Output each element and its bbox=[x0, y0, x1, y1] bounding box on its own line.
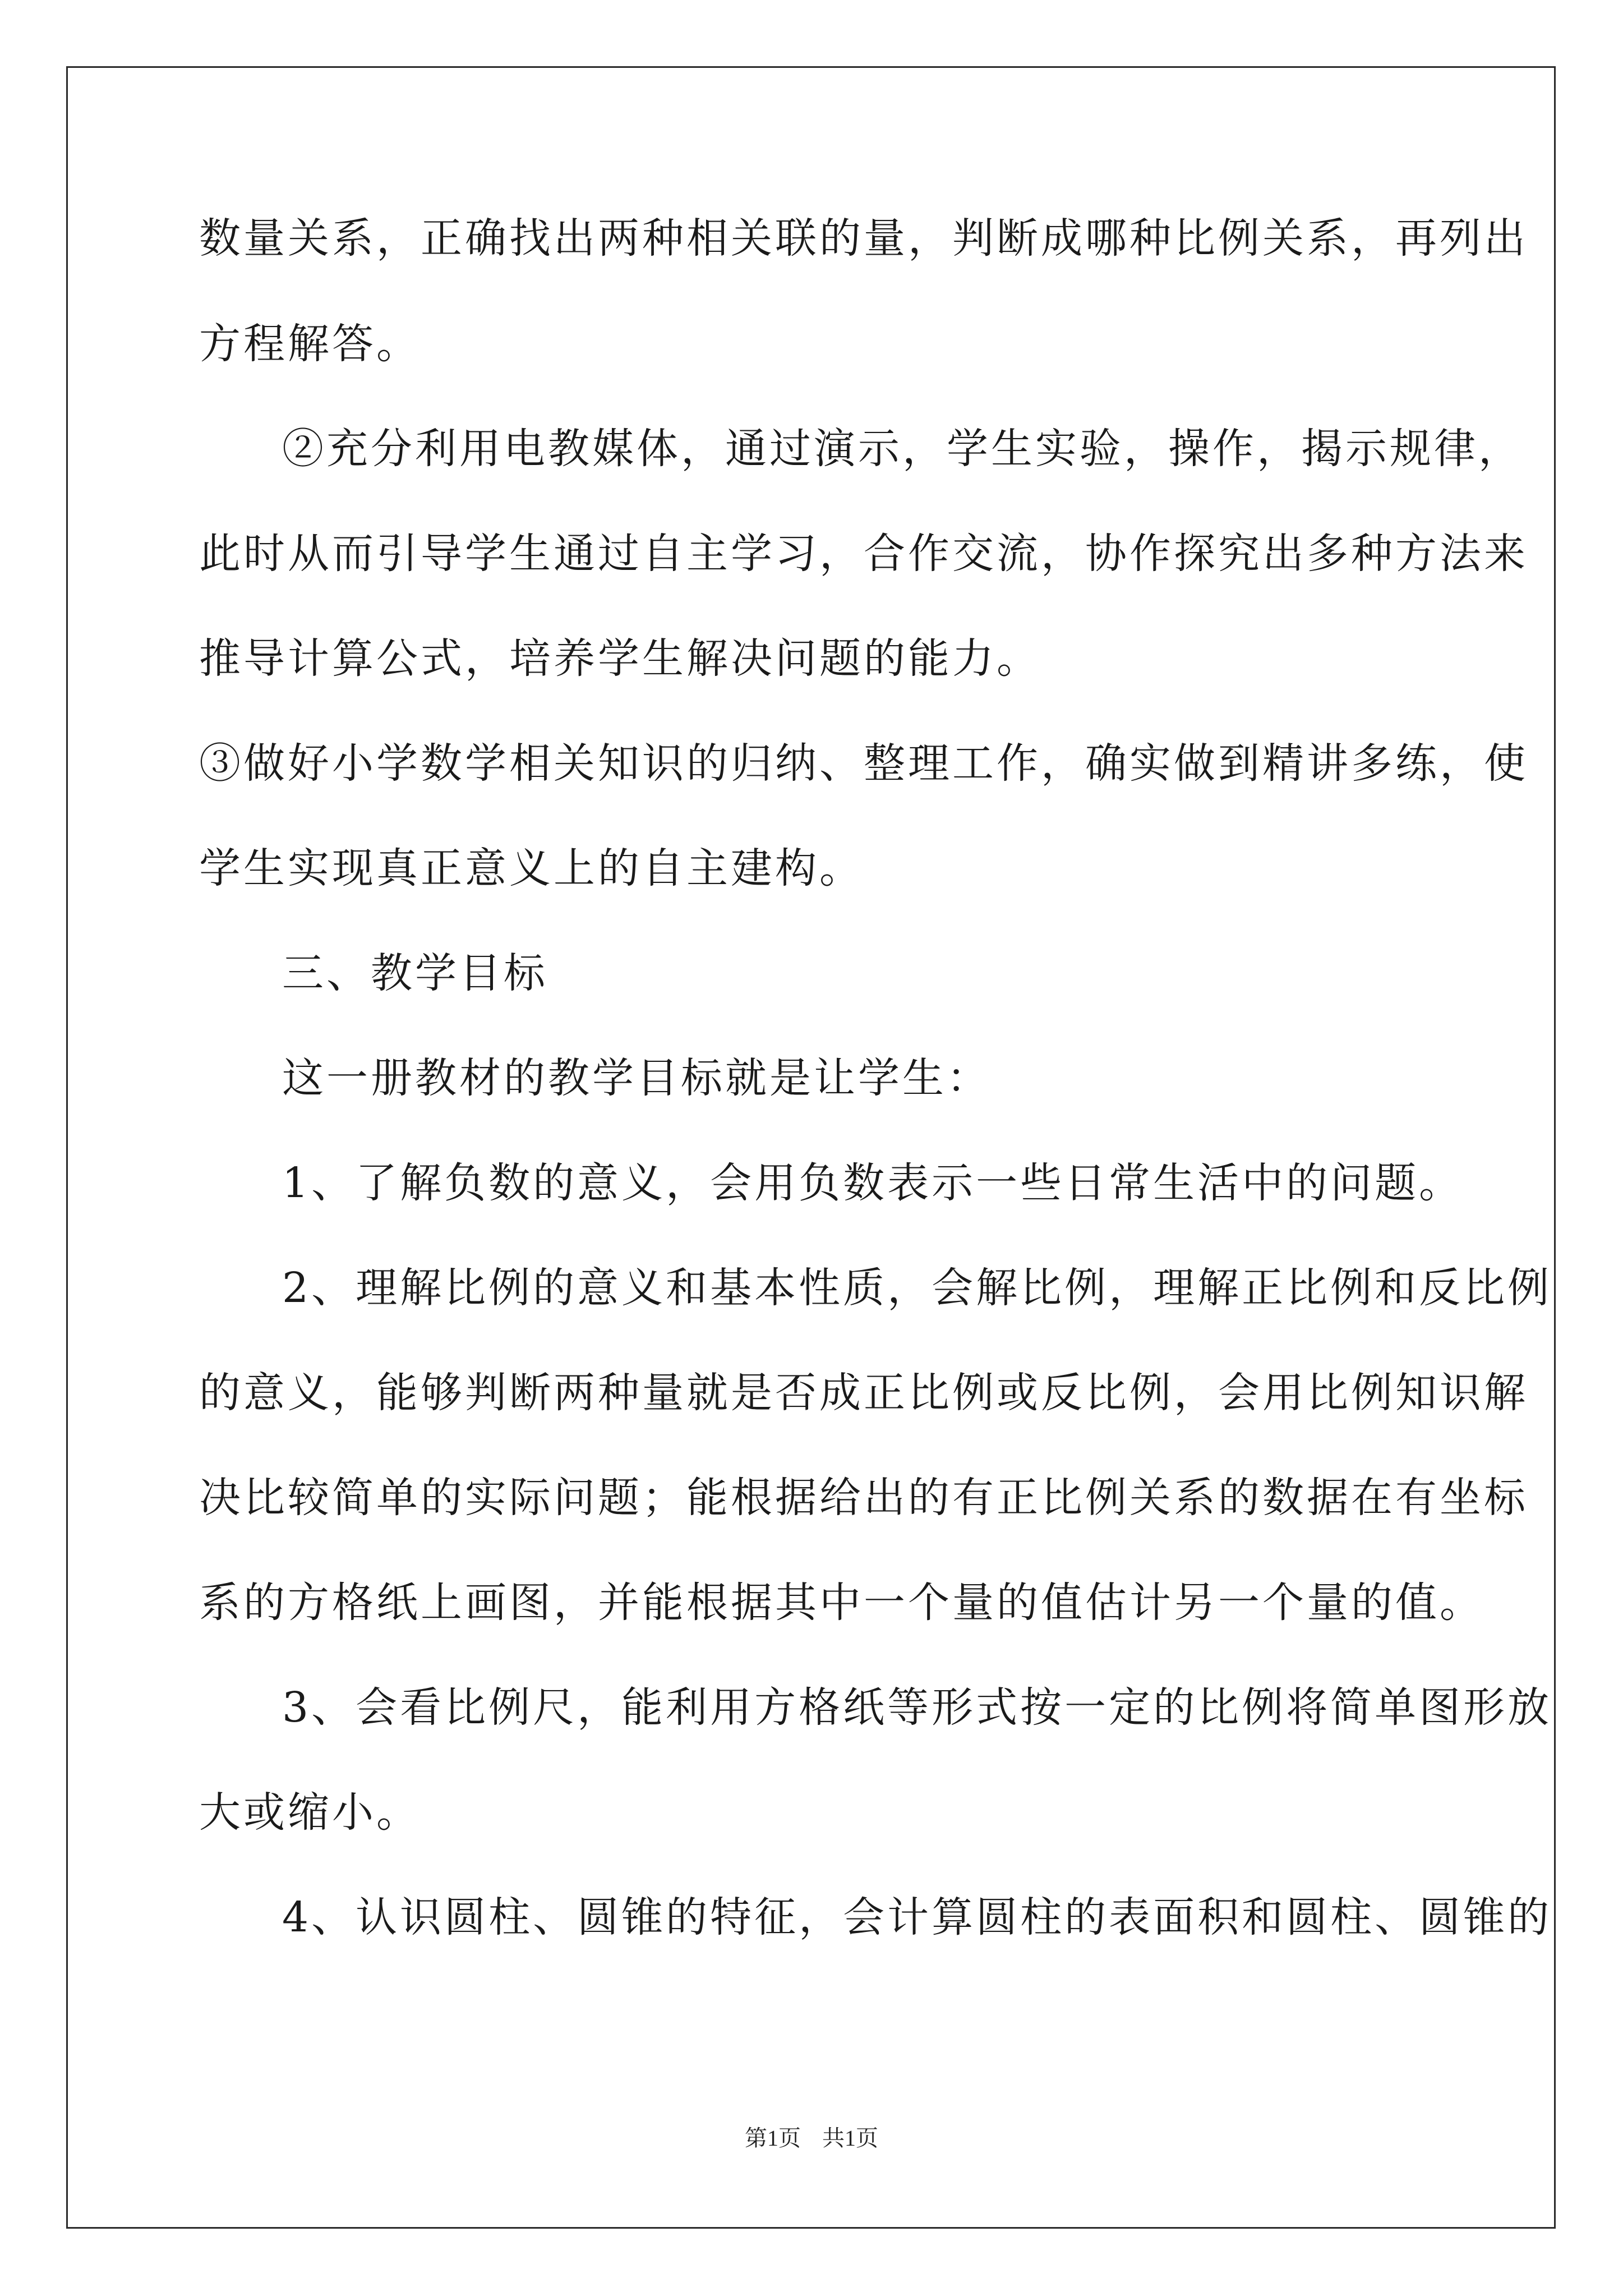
text-line: 这一册教材的教学目标就是让学生： bbox=[282, 1054, 991, 1102]
text-line: 系的方格纸上画图，并能根据其中一个量的值估计另一个量的值。 bbox=[199, 1579, 1484, 1627]
text-line: 3、会看比例尺，能利用方格纸等形式按一定的比例将简单图形放 bbox=[282, 1683, 1552, 1732]
page-number: 第1页 bbox=[745, 2125, 801, 2151]
text-line: 学生实现真正意义上的自主建构。 bbox=[199, 844, 864, 892]
text-line: 数量关系，正确找出两种相关联的量，判断成哪种比例关系，再列出 bbox=[199, 214, 1528, 263]
section-heading: 三、教学目标 bbox=[282, 949, 548, 997]
text-line: 大或缩小。 bbox=[199, 1788, 421, 1837]
page-footer bbox=[0, 2120, 1623, 2152]
text-line: ③做好小学数学相关知识的归纳、整理工作，确实做到精讲多练，使 bbox=[199, 739, 1528, 788]
text-line: 推导计算公式，培养学生解决问题的能力。 bbox=[199, 634, 1041, 683]
text-line: 方程解答。 bbox=[199, 320, 421, 368]
text-line: 4、认识圆柱、圆锥的特征，会计算圆柱的表面积和圆柱、圆锥的 bbox=[282, 1893, 1552, 1941]
text-line: 1、了解负数的意义，会用负数表示一些日常生活中的问题。 bbox=[282, 1159, 1464, 1207]
text-line: 决比较简单的实际问题；能根据给出的有正比例关系的数据在有坐标 bbox=[199, 1474, 1528, 1522]
text-line: 的意义，能够判断两种量就是否成正比例或反比例，会用比例知识解 bbox=[199, 1369, 1528, 1417]
text-line: 此时从而引导学生通过自主学习，合作交流，协作探究出多种方法来 bbox=[199, 530, 1528, 578]
page-total: 共1页 bbox=[822, 2125, 878, 2151]
text-line: ②充分利用电教媒体，通过演示，学生实验，操作，揭示规律， bbox=[282, 425, 1523, 473]
text-line: 2、理解比例的意义和基本性质，会解比例，理解正比例和反比例 bbox=[282, 1264, 1552, 1312]
